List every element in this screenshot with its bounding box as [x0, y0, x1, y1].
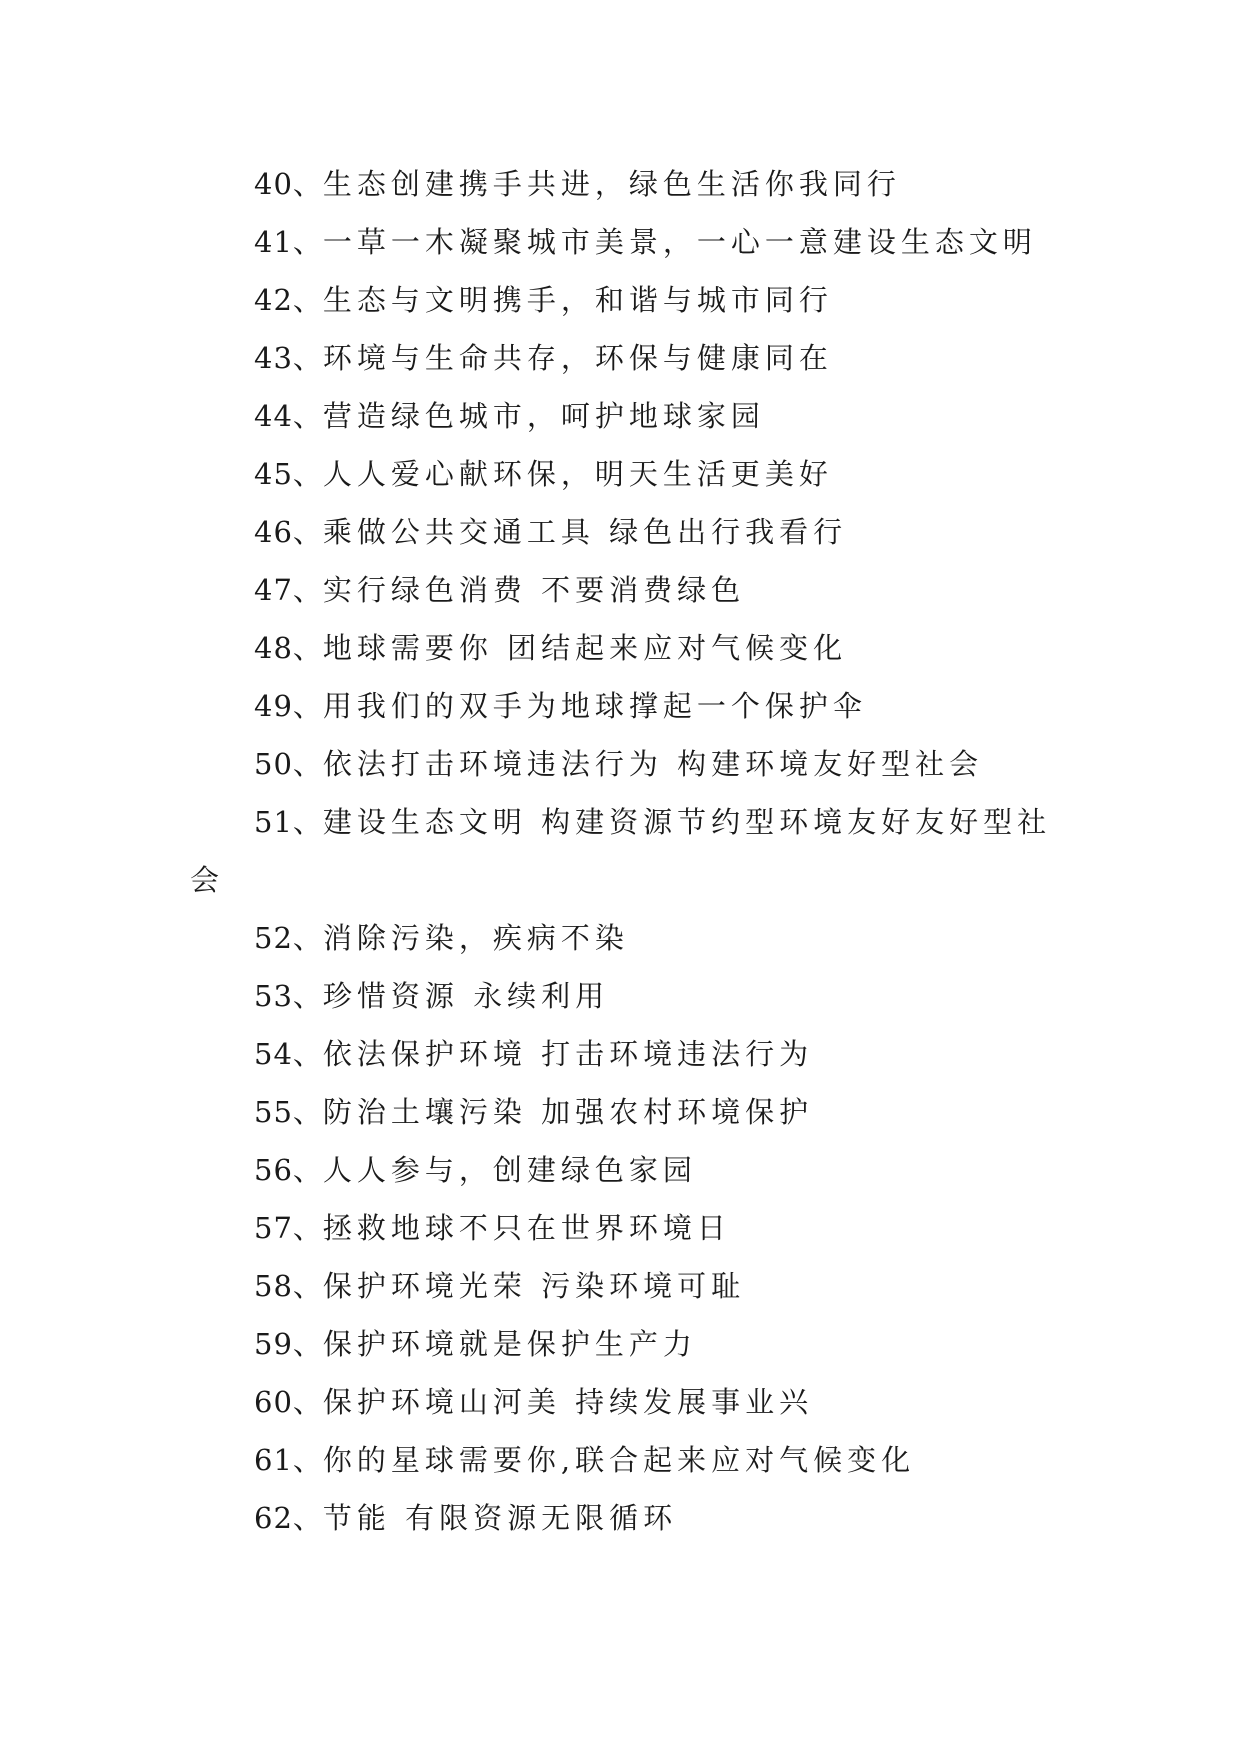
item-text: 人人爱心献环保，明天生活更美好 — [322, 457, 833, 491]
list-item — [190, 1083, 1070, 1141]
item-text: 拯救地球不只在世界环境日 — [322, 1211, 731, 1245]
item-number: 61、 — [254, 1443, 323, 1477]
item-number: 42、 — [254, 283, 323, 317]
item-text: 保护环境就是保护生产力 — [322, 1327, 697, 1361]
list-item — [190, 793, 1070, 851]
item-text: 生态创建携手共进，绿色生活你我同行 — [322, 167, 901, 201]
item-text: 地球需要你 团结起来应对气候变化 — [322, 631, 848, 665]
item-number: 53、 — [254, 979, 323, 1013]
item-number: 41、 — [254, 225, 323, 259]
list-item — [190, 271, 1070, 329]
item-number: 56、 — [254, 1153, 323, 1187]
item-text: 生态与文明携手，和谐与城市同行 — [322, 283, 833, 317]
list-item — [190, 619, 1070, 677]
list-item — [190, 1315, 1070, 1373]
item-number: 62、 — [254, 1501, 323, 1535]
item-number: 45、 — [254, 457, 323, 491]
item-number: 46、 — [254, 515, 323, 549]
item-text: 保护环境光荣 污染环境可耻 — [322, 1269, 746, 1303]
list-item — [190, 213, 1070, 271]
item-text: 一草一木凝聚城市美景，一心一意建设生态文明 — [322, 225, 1037, 259]
list-item — [190, 387, 1070, 445]
list-item — [190, 445, 1070, 503]
list-item — [190, 1489, 1070, 1547]
item-number: 49、 — [254, 689, 323, 723]
list-item — [190, 1025, 1070, 1083]
item-text: 人人参与，创建绿色家园 — [322, 1153, 697, 1187]
item-text: 建设生态文明 构建资源节约型环境友好友好型社 — [322, 805, 1052, 839]
item-number: 59、 — [254, 1327, 323, 1361]
item-number: 43、 — [254, 341, 323, 375]
item-text: 会 — [190, 863, 225, 897]
list-item — [190, 967, 1070, 1025]
item-text: 消除污染，疾病不染 — [322, 921, 629, 955]
item-text: 用我们的双手为地球撑起一个保护伞 — [322, 689, 867, 723]
list-item — [190, 329, 1070, 387]
list-item — [190, 1141, 1070, 1199]
item-text: 你的星球需要你,联合起来应对气候变化 — [322, 1443, 916, 1477]
item-text: 防治土壤污染 加强农村环境保护 — [322, 1095, 814, 1129]
item-number: 60、 — [254, 1385, 323, 1419]
list-item — [190, 735, 1070, 793]
item-number: 50、 — [254, 747, 323, 781]
item-number: 52、 — [254, 921, 323, 955]
item-text: 乘做公共交通工具 绿色出行我看行 — [322, 515, 848, 549]
item-number: 57、 — [254, 1211, 323, 1245]
list-item — [190, 1431, 1070, 1489]
list-item — [190, 1373, 1070, 1431]
item-text: 节能 有限资源无限循环 — [322, 1501, 678, 1535]
item-number: 51、 — [254, 805, 323, 839]
item-number: 40、 — [254, 167, 323, 201]
list-item — [190, 155, 1070, 213]
item-text: 实行绿色消费 不要消费绿色 — [322, 573, 746, 607]
item-number: 47、 — [254, 573, 323, 607]
item-number: 55、 — [254, 1095, 323, 1129]
list-item — [190, 677, 1070, 735]
list-item — [190, 503, 1070, 561]
item-text: 依法打击环境违法行为 构建环境友好型社会 — [322, 747, 984, 781]
item-number: 58、 — [254, 1269, 323, 1303]
list-item — [190, 1257, 1070, 1315]
item-text: 依法保护环境 打击环境违法行为 — [322, 1037, 814, 1071]
list-item — [190, 1199, 1070, 1257]
item-text: 营造绿色城市，呵护地球家园 — [322, 399, 765, 433]
item-number: 54、 — [254, 1037, 323, 1071]
item-number: 44、 — [254, 399, 323, 433]
item-text: 保护环境山河美 持续发展事业兴 — [322, 1385, 814, 1419]
item-text: 珍惜资源 永续利用 — [322, 979, 610, 1013]
slogan-list — [190, 155, 1070, 1547]
list-item-continuation — [190, 851, 1070, 909]
list-item — [190, 909, 1070, 967]
list-item — [190, 561, 1070, 619]
item-text: 环境与生命共存，环保与健康同在 — [322, 341, 833, 375]
item-number: 48、 — [254, 631, 323, 665]
